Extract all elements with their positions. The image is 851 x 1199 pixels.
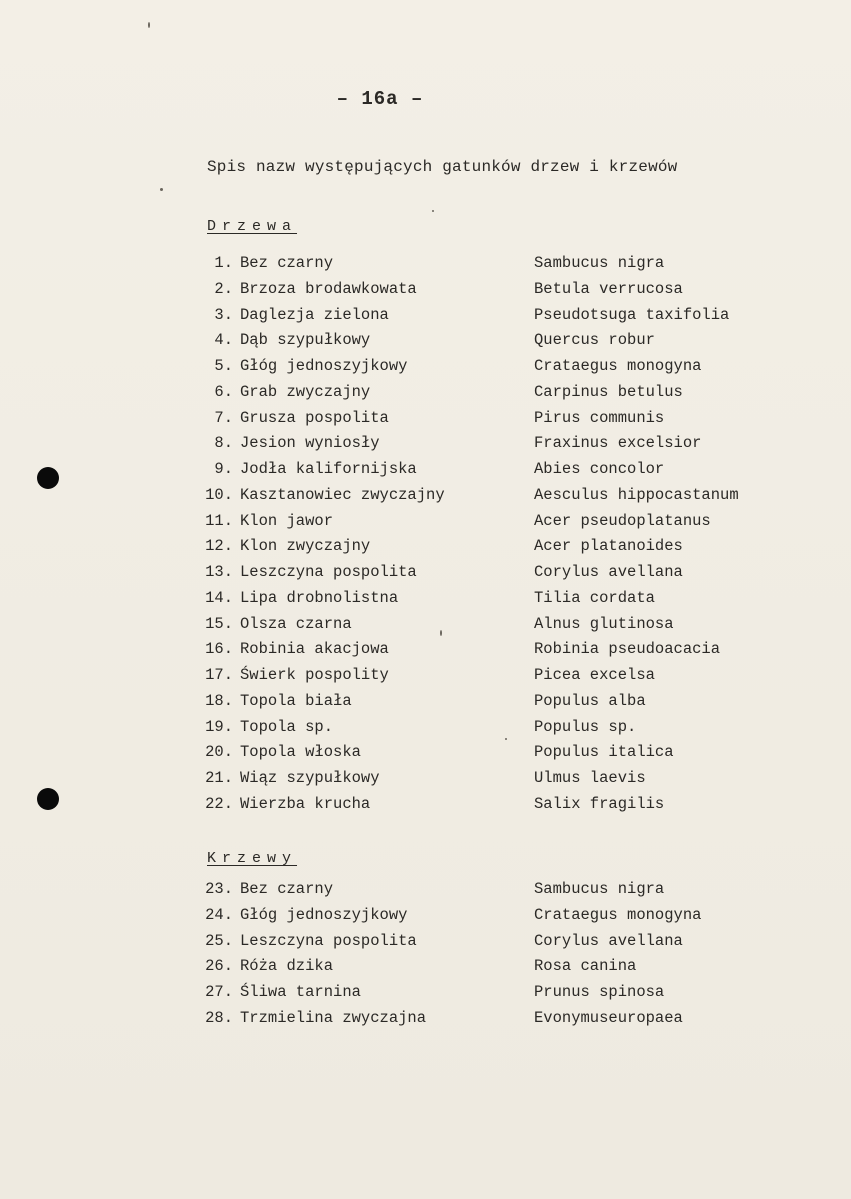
species-number: 24. [205,905,233,924]
species-latin-name: Corylus avellana [534,563,683,581]
species-number: 7. [214,408,233,427]
species-polish-name: Leszczyna pospolita [240,563,417,581]
species-row [0,743,851,769]
species-row [0,640,851,666]
species-polish-name: Leszczyna pospolita [240,931,417,950]
species-row [0,769,851,795]
species-polish-name: Topola sp. [240,717,334,736]
species-row [0,280,851,306]
species-row [0,383,851,409]
species-row [0,460,851,486]
species-number: 20. [205,743,233,762]
species-number: 14. [205,588,233,607]
species-polish-name: Olsza czarna [240,614,352,633]
species-polish-name: Klon jawor [240,511,334,530]
species-latin-name: Corylus avellana [534,931,683,950]
species-row [0,331,851,357]
species-polish-name: Grusza pospolita [240,408,389,427]
species-number: 21. [205,769,233,787]
species-polish-name: Topola włoska [240,743,361,762]
species-number: 3. [214,305,233,324]
species-row [0,906,851,932]
species-latin-name: Betula verrucosa [534,279,683,298]
paper-speck [160,188,163,191]
species-polish-name: Lipa drobnolistna [240,588,399,607]
species-polish-name: Daglezja zielona [240,305,389,324]
species-number: 11. [205,511,233,530]
species-row [0,512,851,538]
species-polish-name: Trzmielina zwyczajna [240,1008,427,1027]
species-polish-name: Grab zwyczajny [240,382,371,401]
page-number: – 16a – [336,88,424,110]
species-latin-name: Abies concolor [534,460,665,478]
species-row [0,1009,851,1035]
species-polish-name: Bez czarny [240,880,334,898]
species-polish-name: Robinia akacjowa [240,640,389,659]
species-number: 10. [205,485,233,504]
species-latin-name: Carpinus betulus [534,382,683,401]
species-row [0,983,851,1009]
species-polish-name: Jodła kalifornijska [240,460,417,478]
species-latin-name: Prunus spinosa [534,983,665,1001]
species-row [0,306,851,332]
species-polish-name: Bez czarny [240,254,334,272]
species-row [0,666,851,692]
species-latin-name: Sambucus nigra [534,254,665,272]
species-latin-name: Quercus robur [534,331,655,350]
species-number: 27. [205,983,233,1001]
species-row [0,357,851,383]
shrub-species-list [0,880,851,1035]
document-title: Spis nazw występujących gatunków drzew i krzewów [207,158,678,176]
species-latin-name: Evonymuseuropaea [534,1008,683,1027]
species-latin-name: Populus italica [534,743,674,762]
species-number: 4. [214,331,233,350]
species-latin-name: Salix fragilis [534,794,665,813]
species-latin-name: Ulmus laevis [534,769,646,787]
species-polish-name: Brzoza brodawkowata [240,279,417,298]
species-polish-name: Dąb szypułkowy [240,331,371,350]
species-row [0,434,851,460]
species-latin-name: Alnus glutinosa [534,614,674,633]
species-row [0,795,851,821]
species-latin-name: Acer pseudoplatanus [534,511,711,530]
species-number: 6. [214,382,233,401]
species-latin-name: Fraxinus excelsior [534,434,702,453]
species-row [0,615,851,641]
species-number: 16. [205,640,233,659]
species-polish-name: Śliwa tarnina [240,983,361,1001]
species-row [0,957,851,983]
species-number: 15. [205,614,233,633]
species-number: 19. [205,717,233,736]
species-latin-name: Picea excelsa [534,666,655,684]
species-latin-name: Acer platanoides [534,537,683,556]
species-number: 2. [214,279,233,298]
species-row [0,692,851,718]
species-polish-name: Róża dzika [240,957,334,976]
species-latin-name: Aesculus hippocastanum [534,485,739,504]
species-number: 26. [205,957,233,976]
species-latin-name: Crataegus monogyna [534,905,702,924]
species-number: 12. [205,537,233,556]
species-row [0,537,851,563]
species-row [0,932,851,958]
tree-species-list [0,254,851,821]
species-polish-name: Topola biała [240,691,352,710]
section-heading-trees: Drzewa [207,218,298,235]
species-number: 25. [205,931,233,950]
species-latin-name: Sambucus nigra [534,880,665,898]
species-row [0,409,851,435]
paper-speck [432,210,434,212]
species-number: 5. [214,357,233,375]
species-number: 17. [205,666,233,684]
species-row [0,563,851,589]
paper-speck [148,22,150,28]
species-row [0,589,851,615]
species-number: 8. [214,434,233,453]
species-number: 13. [205,563,233,581]
species-latin-name: Crataegus monogyna [534,357,702,375]
species-latin-name: Populus alba [534,691,646,710]
species-number: 23. [205,880,233,898]
species-polish-name: Wiąz szypułkowy [240,769,380,787]
species-number: 28. [205,1008,233,1027]
species-polish-name: Głóg jednoszyjkowy [240,905,408,924]
species-polish-name: Wierzba krucha [240,794,371,813]
species-polish-name: Kasztanowiec zwyczajny [240,485,445,504]
species-latin-name: Pseudotsuga taxifolia [534,305,730,324]
species-row [0,880,851,906]
species-polish-name: Klon zwyczajny [240,537,371,556]
species-polish-name: Jesion wyniosły [240,434,380,453]
species-number: 22. [205,794,233,813]
species-latin-name: Populus sp. [534,717,637,736]
species-latin-name: Rosa canina [534,957,637,976]
species-number: 1. [214,254,233,272]
species-polish-name: Świerk pospolity [240,666,389,684]
species-number: 9. [214,460,233,478]
species-row [0,254,851,280]
species-latin-name: Pirus communis [534,408,665,427]
species-row [0,718,851,744]
species-latin-name: Robinia pseudoacacia [534,640,721,659]
species-polish-name: Głóg jednoszyjkowy [240,357,408,375]
species-row [0,486,851,512]
species-latin-name: Tilia cordata [534,588,655,607]
species-number: 18. [205,691,233,710]
section-heading-shrubs: Krzewy [207,850,298,867]
